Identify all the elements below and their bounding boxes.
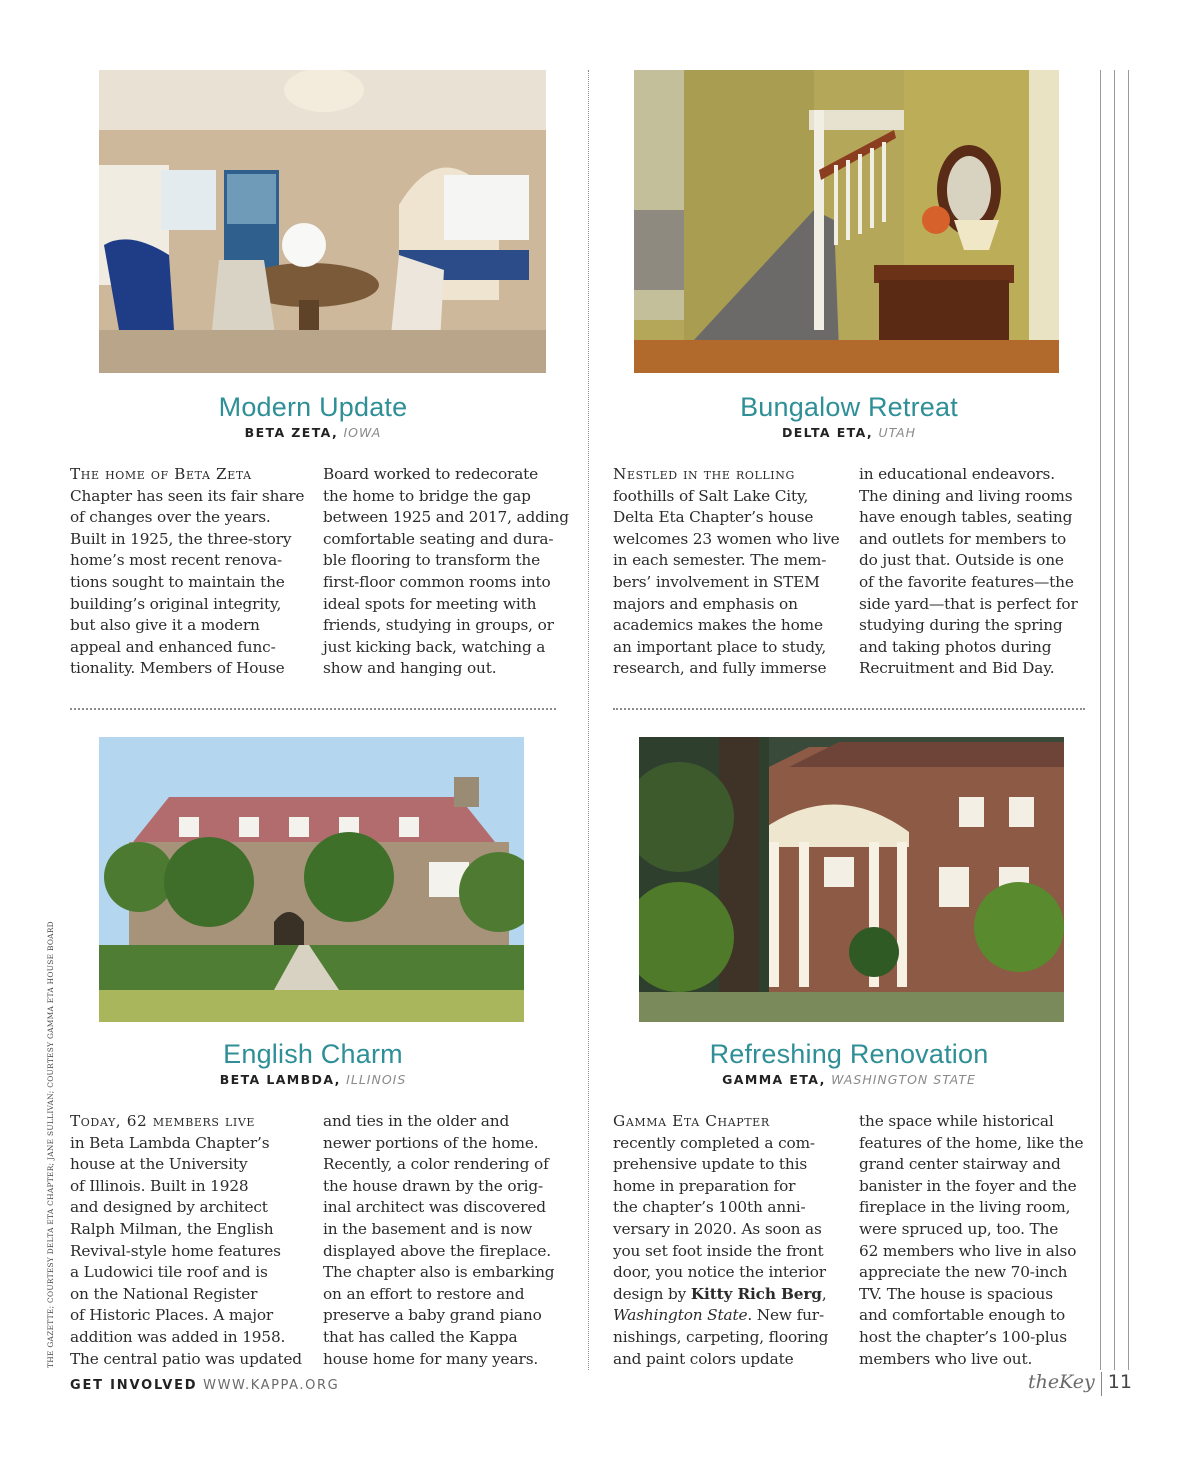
body-column: the space while historical features of the home, like the grand center stairway and banister in the foyer and the fireplace in the living room, were spruced up, too. The 62 members who live in also appreciate the new 70-inch TV. The house is spacious and comfortable enough to host the chapter’s 100-plus members who live out.: [859, 1112, 1084, 1368]
margin-rule-3: [1128, 70, 1129, 1370]
page-number: 11: [1107, 1371, 1132, 1393]
chapter-location: GAMMA ETA, WASHINGTON STATE: [722, 1072, 976, 1087]
photo-colonial-house: [639, 737, 1064, 1022]
body-column: and ties in the older and newer portions of the home. Recently, a color rendering of the house drawn by the orig- inal architect was discovered in the basement and is now displayed above the fireplace. The chapter also is embarking on an effort to restore and preserve a baby grand piano that has called the Kappa house home for many years.: [323, 1112, 555, 1368]
chapter-location: DELTA ETA, UTAH: [781, 425, 917, 440]
section-title: English Charm: [223, 1039, 403, 1069]
column-divider-dotted: [588, 70, 589, 1370]
section-title: Modern Update: [218, 392, 408, 422]
chapter-location: BETA ZETA, IOWA: [244, 425, 382, 440]
chapter-location: BETA LAMBDA, ILLINOIS: [219, 1072, 407, 1087]
body-column: The home of Beta Zeta Chapter has seen its fair share of changes over the years. Built in 1925, the three-story home’s most recent renova- tions sought to maintain the building’s original integrity, but also give it a modern appeal and enhanced func- tionality. Members of House: [70, 465, 305, 678]
body-column: in educational endeavors. The dining and living rooms have enough tables, seating and outlets for members to do just that. Outside is one of the favorite features—the side yard—that is perfect for studying during the spring and taking photos during Recruitment and Bid Day.: [859, 465, 1078, 678]
photo-english-house: [99, 737, 524, 1022]
margin-rule-1: [1100, 70, 1101, 1370]
footer-divider: [1101, 1372, 1102, 1396]
section-divider-right: [613, 708, 1085, 710]
footer-url[interactable]: WWW.KAPPA.ORG: [203, 1378, 340, 1393]
footer-brand: [1028, 1371, 1132, 1396]
body-column: Today, 62 members live in Beta Lambda Chapter’s house at the University of Illinois. Built in 1928 and designed by architect Ralph Milman, the English Revival-style home features a Ludowici tile roof and is on the National Register of Historic Places. A major addition was added in 1958. The central patio was updated: [70, 1112, 302, 1368]
body-column: Nestled in the rolling foothills of Salt Lake City, Delta Eta Chapter’s house welcomes 23 women who live in each semester. The mem- bers’ involvement in STEM majors and emphasis on academics makes the home an important place to study, research, and fully immerse: [613, 465, 840, 678]
section-title: Bungalow Retreat: [740, 392, 958, 422]
the-key-logo: theKey: [1028, 1371, 1095, 1393]
designer-name: Kitty Rich Berg: [690, 1284, 822, 1303]
photo-foyer-staircase: [634, 70, 1059, 373]
body-column: Gamma Eta Chapter recently completed a com- prehensive update to this home in preparation for the chapter’s 100th anni- versary in 2020. As soon as you set foot inside the front door, you notice the interior design by Kitty Rich Berg, Washington State. New fur- nishings, carpeting, flooring and paint colors update: [613, 1112, 829, 1368]
margin-rule-2: [1114, 70, 1115, 1370]
footer-get-involved: GET INVOLVED WWW.KAPPA.ORG: [70, 1378, 340, 1393]
photo-credit: THE GAZETTE; COURTESY DELTA ETA CHAPTER; JANE SULLIVAN; COURTESY GAMMA ETA HOUSE BOARD: [46, 921, 55, 1368]
section-divider-left: [70, 708, 556, 710]
section-title: Refreshing Renovation: [709, 1039, 989, 1069]
photo-dining-room: [99, 70, 546, 373]
body-column: Board worked to redecorate the home to bridge the gap between 1925 and 2017, adding comfortable seating and dura- ble flooring to transform the first-floor common rooms into ideal spots for meeting with friends, studying in groups, or just kicking back, watching a show and hanging out.: [323, 465, 569, 678]
